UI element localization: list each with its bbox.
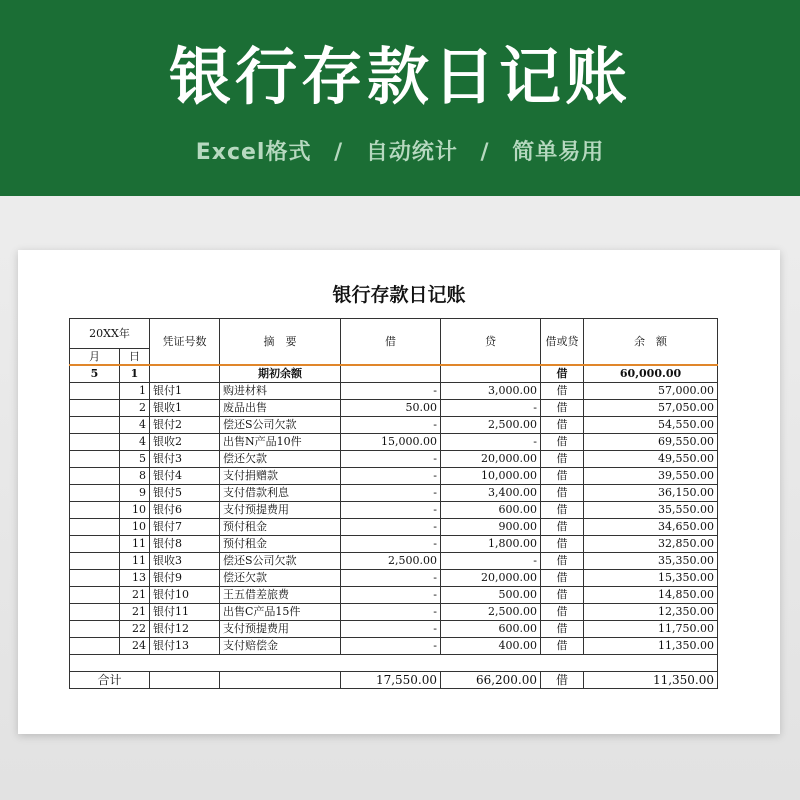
cell-balance: 11,350.00 [584,638,718,655]
banner-title: 银行存款日记账 [168,40,631,113]
cell-summary: 出售N产品10件 [220,434,341,451]
table-row [70,536,718,553]
total-debit: 17,550.00 [341,672,441,689]
cell-balance: 14,850.00 [584,587,718,604]
cell-credit: 1,800.00 [441,536,541,553]
cell-voucher: 银付4 [150,468,220,485]
cell-day: 11 [120,553,150,570]
cell-balance: 35,550.00 [584,502,718,519]
cell-credit: 20,000.00 [441,451,541,468]
table-row [70,604,718,621]
cell-day: 8 [120,468,150,485]
table-row [70,434,718,451]
cell-day: 4 [120,434,150,451]
cell-summary: 偿还欠款 [220,570,341,587]
header-day: 日 [120,349,150,366]
cell-summary: 偿还S公司欠款 [220,417,341,434]
opening-direction: 借 [541,365,584,383]
cell-debit: - [341,638,441,655]
cell-balance: 35,350.00 [584,553,718,570]
cell-balance: 12,350.00 [584,604,718,621]
cell-day: 4 [120,417,150,434]
cell-direction: 借 [541,570,584,587]
cell-month [70,434,120,451]
feature-tag: 自动统计 [365,140,458,165]
cell-debit: - [341,570,441,587]
cell-balance: 36,150.00 [584,485,718,502]
cell-month [70,502,120,519]
cell-day: 9 [120,485,150,502]
cell-direction: 借 [541,451,584,468]
cell-month [70,587,120,604]
cell-credit: 2,500.00 [441,417,541,434]
cell-summary: 预付租金 [220,536,341,553]
cell-credit: 500.00 [441,587,541,604]
cell-day: 10 [120,502,150,519]
cell-month [70,553,120,570]
total-row [70,672,718,689]
ledger-table [69,318,718,689]
cell-day: 5 [120,451,150,468]
cell-day: 21 [120,587,150,604]
separator: / [334,140,344,165]
cell-day: 10 [120,519,150,536]
ledger-body [70,365,718,655]
cell-voucher: 银付6 [150,502,220,519]
cell-debit: - [341,536,441,553]
cell-month [70,536,120,553]
cell-credit: 20,000.00 [441,570,541,587]
opening-credit [441,365,541,383]
cell-voucher: 银付3 [150,451,220,468]
cell-balance: 32,850.00 [584,536,718,553]
table-row [70,383,718,400]
cell-debit: - [341,621,441,638]
cell-balance: 49,550.00 [584,451,718,468]
cell-balance: 11,750.00 [584,621,718,638]
cell-credit: - [441,434,541,451]
cell-month [70,638,120,655]
cell-voucher: 银付7 [150,519,220,536]
cell-debit: - [341,451,441,468]
cell-balance: 39,550.00 [584,468,718,485]
total-credit: 66,200.00 [441,672,541,689]
header-credit: 贷 [441,319,541,366]
cell-balance: 34,650.00 [584,519,718,536]
cell-credit: 3,000.00 [441,383,541,400]
cell-day: 1 [120,383,150,400]
cell-credit: - [441,553,541,570]
cell-direction: 借 [541,417,584,434]
cell-day: 22 [120,621,150,638]
cell-summary: 偿还欠款 [220,451,341,468]
cell-month [70,383,120,400]
table-row [70,468,718,485]
cell-voucher: 银付12 [150,621,220,638]
cell-summary: 废品出售 [220,400,341,417]
header-voucher: 凭证号数 [150,319,220,366]
cell-direction: 借 [541,621,584,638]
sheet-title: 银行存款日记账 [332,284,466,306]
cell-credit: 900.00 [441,519,541,536]
cell-balance: 57,050.00 [584,400,718,417]
opening-day: 1 [120,365,150,383]
cell-direction: 借 [541,553,584,570]
cell-voucher: 银收2 [150,434,220,451]
table-row [70,621,718,638]
cell-direction: 借 [541,519,584,536]
cell-credit: 2,500.00 [441,604,541,621]
cell-direction: 借 [541,400,584,417]
cell-debit: - [341,519,441,536]
table-row [70,638,718,655]
cell-balance: 69,550.00 [584,434,718,451]
opening-summary: 期初余额 [220,365,341,383]
table-row [70,502,718,519]
cell-balance: 57,000.00 [584,383,718,400]
separator: / [480,140,490,165]
table-row [70,587,718,604]
cell-voucher: 银收1 [150,400,220,417]
cell-summary: 偿还S公司欠款 [220,553,341,570]
opening-month: 5 [70,365,120,383]
cell-month [70,604,120,621]
cell-direction: 借 [541,638,584,655]
cell-debit: - [341,587,441,604]
cell-credit: 600.00 [441,621,541,638]
header-year: 20XX年 [70,319,150,349]
table-row [70,485,718,502]
cell-debit: 2,500.00 [341,553,441,570]
cell-summary: 预付租金 [220,519,341,536]
cell-credit: 600.00 [441,502,541,519]
cell-summary: 出售C产品15件 [220,604,341,621]
cell-month [70,519,120,536]
cell-debit: - [341,417,441,434]
cell-debit: 50.00 [341,400,441,417]
cell-direction: 借 [541,604,584,621]
cell-voucher: 银付2 [150,417,220,434]
cell-voucher: 银付5 [150,485,220,502]
cell-voucher: 银付8 [150,536,220,553]
cell-summary: 购进材料 [220,383,341,400]
opening-row [70,365,718,383]
cell-month [70,570,120,587]
cell-summary: 王五借差旅费 [220,587,341,604]
cell-summary: 支付预提费用 [220,502,341,519]
table-row [70,570,718,587]
cell-summary: 支付捐赠款 [220,468,341,485]
cell-day: 2 [120,400,150,417]
cell-credit: 400.00 [441,638,541,655]
cell-debit: - [341,383,441,400]
opening-voucher [150,365,220,383]
cell-month [70,417,120,434]
total-label: 合计 [70,672,150,689]
cell-day: 21 [120,604,150,621]
cell-debit: - [341,502,441,519]
header-month: 月 [70,349,120,366]
cell-voucher: 银付9 [150,570,220,587]
cell-direction: 借 [541,502,584,519]
cell-debit: - [341,485,441,502]
cell-summary: 支付预提费用 [220,621,341,638]
header-balance: 余 额 [584,319,718,366]
spreadsheet-preview [18,250,780,734]
cell-credit: 3,400.00 [441,485,541,502]
header-banner [0,0,800,196]
cell-credit: - [441,400,541,417]
cell-direction: 借 [541,383,584,400]
header-summary: 摘 要 [220,319,341,366]
cell-day: 11 [120,536,150,553]
header-debit: 借 [341,319,441,366]
cell-month [70,400,120,417]
cell-voucher: 银付11 [150,604,220,621]
cell-voucher: 银付1 [150,383,220,400]
cell-debit: - [341,604,441,621]
cell-direction: 借 [541,468,584,485]
cell-summary: 支付赔偿金 [220,638,341,655]
opening-debit [341,365,441,383]
spacer-row [70,655,718,672]
cell-voucher: 银付10 [150,587,220,604]
opening-balance: 60,000.00 [584,365,718,383]
table-row [70,519,718,536]
cell-summary: 支付借款利息 [220,485,341,502]
table-row [70,400,718,417]
table-row [70,451,718,468]
cell-day: 13 [120,570,150,587]
feature-tag: 简单易用 [512,140,605,165]
cell-month [70,485,120,502]
total-balance: 11,350.00 [584,672,718,689]
cell-direction: 借 [541,485,584,502]
cell-voucher: 银付13 [150,638,220,655]
header-direction: 借或贷 [541,319,584,366]
cell-balance: 15,350.00 [584,570,718,587]
table-row [70,553,718,570]
cell-direction: 借 [541,536,584,553]
banner-subtitle [0,136,800,170]
cell-credit: 10,000.00 [441,468,541,485]
cell-day: 24 [120,638,150,655]
feature-tag: Excel格式 [195,140,312,165]
cell-month [70,468,120,485]
cell-month [70,451,120,468]
cell-voucher: 银收3 [150,553,220,570]
table-row [70,417,718,434]
cell-debit: 15,000.00 [341,434,441,451]
cell-month [70,621,120,638]
cell-debit: - [341,468,441,485]
cell-direction: 借 [541,434,584,451]
cell-balance: 54,550.00 [584,417,718,434]
cell-direction: 借 [541,587,584,604]
total-direction: 借 [541,672,584,689]
